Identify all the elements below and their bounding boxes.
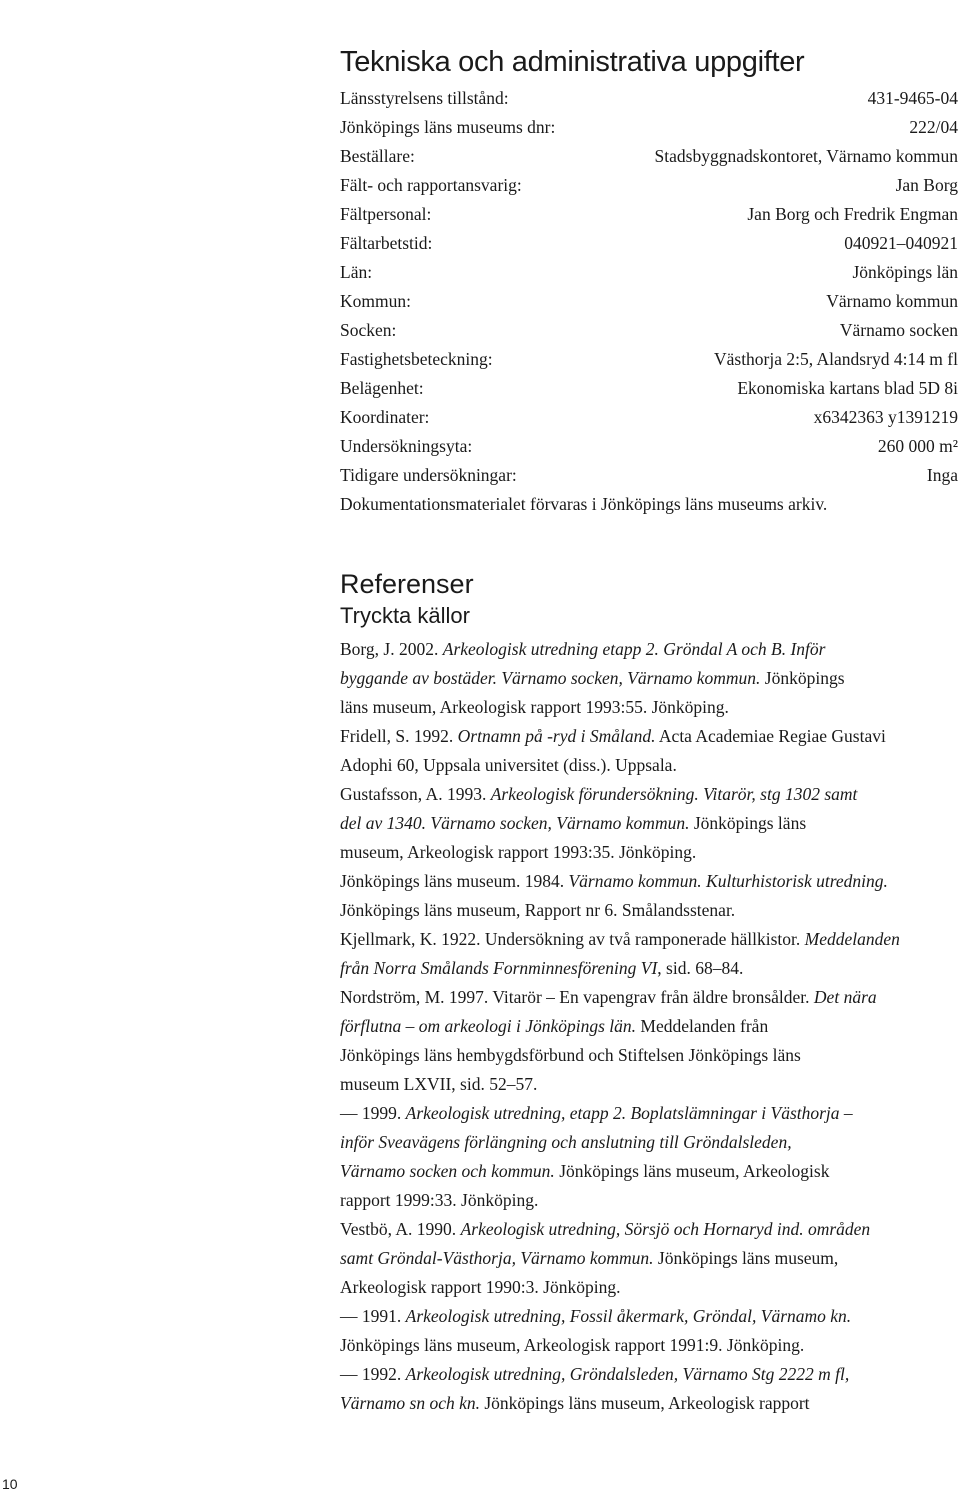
reference-title: från Norra Smålands Fornminnesförening VI	[340, 958, 658, 978]
reference-text: Jönköpings läns museum, Arkeologisk rapport	[479, 1393, 810, 1413]
info-row	[340, 229, 958, 258]
reference-line	[340, 722, 960, 751]
reference-line	[340, 1215, 960, 1244]
info-value: 260 000 m²	[877, 436, 958, 456]
reference-title: Värnamo socken och kommun.	[340, 1161, 555, 1181]
reference-text: Gustafsson, A. 1993.	[340, 784, 491, 804]
reference-line	[340, 1331, 960, 1360]
info-row	[340, 287, 958, 316]
reference-entry	[340, 1099, 960, 1215]
info-label: Fältarbetstid:	[340, 233, 433, 253]
reference-entry	[340, 1360, 960, 1418]
info-label: Belägenhet:	[340, 378, 424, 398]
info-label: Län:	[340, 262, 373, 282]
info-row	[340, 113, 958, 142]
reference-title: inför Sveavägens förlängning och anslutning till Gröndalsleden,	[340, 1132, 792, 1152]
info-label: Fältpersonal:	[340, 204, 432, 224]
reference-text: Kjellmark, K. 1922. Undersökning av två ramponerade hällkistor.	[340, 929, 805, 949]
reference-text: Jönköpings läns museum,	[653, 1248, 839, 1268]
reference-line	[340, 1360, 960, 1389]
reference-entry	[340, 780, 960, 867]
info-value: 040921–040921	[844, 233, 958, 253]
reference-line	[340, 635, 960, 664]
references-heading: Referenser	[340, 569, 474, 599]
info-value: 431-9465-04	[867, 88, 958, 108]
reference-text: Jönköpings läns hembygdsförbund och Stiftelsen Jönköpings läns	[340, 1045, 801, 1065]
reference-title: förflutna – om arkeologi i Jönköpings län.	[340, 1016, 637, 1036]
info-value: x6342363 y1391219	[813, 407, 958, 427]
reference-text: Jönköpings	[760, 668, 845, 688]
reference-line	[340, 1302, 960, 1331]
reference-text: Jönköpings läns museum, Rapport nr 6. Smålandsstenar.	[340, 900, 736, 920]
info-label: Beställare:	[340, 146, 415, 166]
info-label: Länsstyrelsens tillstånd:	[340, 88, 509, 108]
reference-line	[340, 1128, 960, 1157]
reference-title: Arkeologisk utredning, etapp 2. Boplatslämningar i Västhorja –	[405, 1103, 853, 1123]
archive-note: Dokumentationsmaterialet förvaras i Jönköpings läns museums arkiv.	[340, 494, 828, 514]
reference-line	[340, 896, 960, 925]
info-label: Kommun:	[340, 291, 411, 311]
info-label: Socken:	[340, 320, 397, 340]
reference-line	[340, 809, 960, 838]
reference-entry	[340, 1215, 960, 1302]
info-row	[340, 316, 958, 345]
reference-entry	[340, 635, 960, 722]
reference-line	[340, 867, 960, 896]
reference-text: rapport 1999:33. Jönköping.	[340, 1190, 539, 1210]
reference-entry	[340, 983, 960, 1099]
info-value: Jan Borg	[895, 175, 958, 195]
reference-text: Arkeologisk rapport 1990:3. Jönköping.	[340, 1277, 621, 1297]
reference-text: Borg, J. 2002.	[340, 639, 443, 659]
reference-text: museum LXVII, sid. 52–57.	[340, 1074, 538, 1094]
info-row	[340, 461, 958, 490]
reference-text: Adophi 60, Uppsala universitet (diss.). Uppsala.	[340, 755, 677, 775]
info-value: Inga	[926, 465, 958, 485]
reference-line	[340, 1041, 960, 1070]
info-label: Tidigare undersökningar:	[340, 465, 517, 485]
reference-list	[340, 635, 960, 1418]
reference-line	[340, 751, 960, 780]
reference-entry	[340, 1302, 960, 1360]
info-label: Undersökningsyta:	[340, 436, 473, 456]
reference-text: Vestbö, A. 1990.	[340, 1219, 461, 1239]
reference-line	[340, 1273, 960, 1302]
reference-line	[340, 838, 960, 867]
info-value: Ekonomiska kartans blad 5D 8i	[737, 378, 958, 398]
reference-title: Arkeologisk utredning, Sörsjö och Hornaryd ind. områden	[460, 1219, 871, 1239]
reference-title: Det nära	[813, 987, 877, 1007]
info-value: Stadsbyggnadskontoret, Värnamo kommun	[654, 146, 958, 166]
reference-title: Arkeologisk utredning, Fossil åkermark, Gröndal, Värnamo kn.	[405, 1306, 852, 1326]
info-row	[340, 345, 958, 374]
reference-title: Värnamo sn och kn.	[340, 1393, 480, 1413]
info-value: Värnamo socken	[839, 320, 958, 340]
reference-text: — 1992.	[340, 1364, 406, 1384]
page-number: 10	[2, 1476, 18, 1492]
reference-title: byggande av bostäder. Värnamo socken, Värnamo kommun.	[340, 668, 761, 688]
reference-text: Jönköpings läns museum, Arkeologisk	[554, 1161, 830, 1181]
reference-title: del av 1340. Värnamo socken, Värnamo kommun.	[340, 813, 690, 833]
info-value: Västhorja 2:5, Alandsryd 4:14 m fl	[713, 349, 958, 369]
info-row	[340, 84, 958, 113]
reference-text: Jönköpings läns museum. 1984.	[340, 871, 569, 891]
reference-line	[340, 1186, 960, 1215]
info-value: Jönköpings län	[852, 262, 958, 282]
info-label: Jönköpings läns museums dnr:	[340, 117, 556, 137]
reference-line	[340, 1012, 960, 1041]
page-title: Tekniska och administrativa uppgifter	[340, 46, 805, 78]
info-label: Fastighetsbeteckning:	[340, 349, 493, 369]
printed-sources-heading: Tryckta källor	[340, 603, 470, 628]
reference-line	[340, 925, 960, 954]
reference-line	[340, 1157, 960, 1186]
info-label: Fält- och rapportansvarig:	[340, 175, 522, 195]
reference-text: Jönköpings läns	[689, 813, 807, 833]
reference-title: Arkeologisk förundersökning. Vitarör, stg 1302 samt	[490, 784, 858, 804]
reference-title: samt Gröndal-Västhorja, Värnamo kommun.	[340, 1248, 654, 1268]
reference-entry	[340, 722, 960, 780]
reference-line	[340, 1099, 960, 1128]
info-label: Koordinater:	[340, 407, 430, 427]
info-value: Jan Borg och Fredrik Engman	[747, 204, 958, 224]
reference-text: — 1991.	[340, 1306, 406, 1326]
reference-line	[340, 693, 960, 722]
info-row	[340, 374, 958, 403]
info-row	[340, 403, 958, 432]
reference-text: Acta Academiae Regiae Gustavi	[655, 726, 886, 746]
reference-text: Nordström, M. 1997. Vitarör – En vapengrav från äldre bronsålder.	[340, 987, 814, 1007]
info-row	[340, 142, 958, 171]
reference-text: läns museum, Arkeologisk rapport 1993:55. Jönköping.	[340, 697, 729, 717]
reference-line	[340, 983, 960, 1012]
reference-title: Arkeologisk utredning, Gröndalsleden, Värnamo Stg 2222 m fl,	[405, 1364, 850, 1384]
reference-text: Fridell, S. 1992.	[340, 726, 458, 746]
info-row	[340, 432, 958, 461]
reference-line	[340, 664, 960, 693]
info-row	[340, 258, 958, 287]
reference-title: Meddelanden	[804, 929, 900, 949]
reference-line	[340, 1244, 960, 1273]
reference-title: Värnamo kommun. Kulturhistorisk utredning.	[568, 871, 888, 891]
reference-line	[340, 954, 960, 983]
reference-entry	[340, 925, 960, 983]
info-row	[340, 200, 958, 229]
reference-title: Ortnamn på -ryd i Småland.	[457, 726, 656, 746]
info-value: Värnamo kommun	[826, 291, 958, 311]
reference-line	[340, 1070, 960, 1099]
info-value: 222/04	[909, 117, 958, 137]
admin-info-table	[340, 84, 958, 519]
reference-line	[340, 780, 960, 809]
reference-entry	[340, 867, 960, 925]
reference-title: Arkeologisk utredning etapp 2. Gröndal A och B. Inför	[442, 639, 826, 659]
reference-text: , sid. 68–84.	[657, 958, 744, 978]
reference-text: — 1999.	[340, 1103, 406, 1123]
reference-text: Meddelanden från	[636, 1016, 769, 1036]
reference-text: Jönköpings läns museum, Arkeologisk rapport 1991:9. Jönköping.	[340, 1335, 805, 1355]
reference-line	[340, 1389, 960, 1418]
reference-text: museum, Arkeologisk rapport 1993:35. Jönköping.	[340, 842, 697, 862]
info-row	[340, 171, 958, 200]
